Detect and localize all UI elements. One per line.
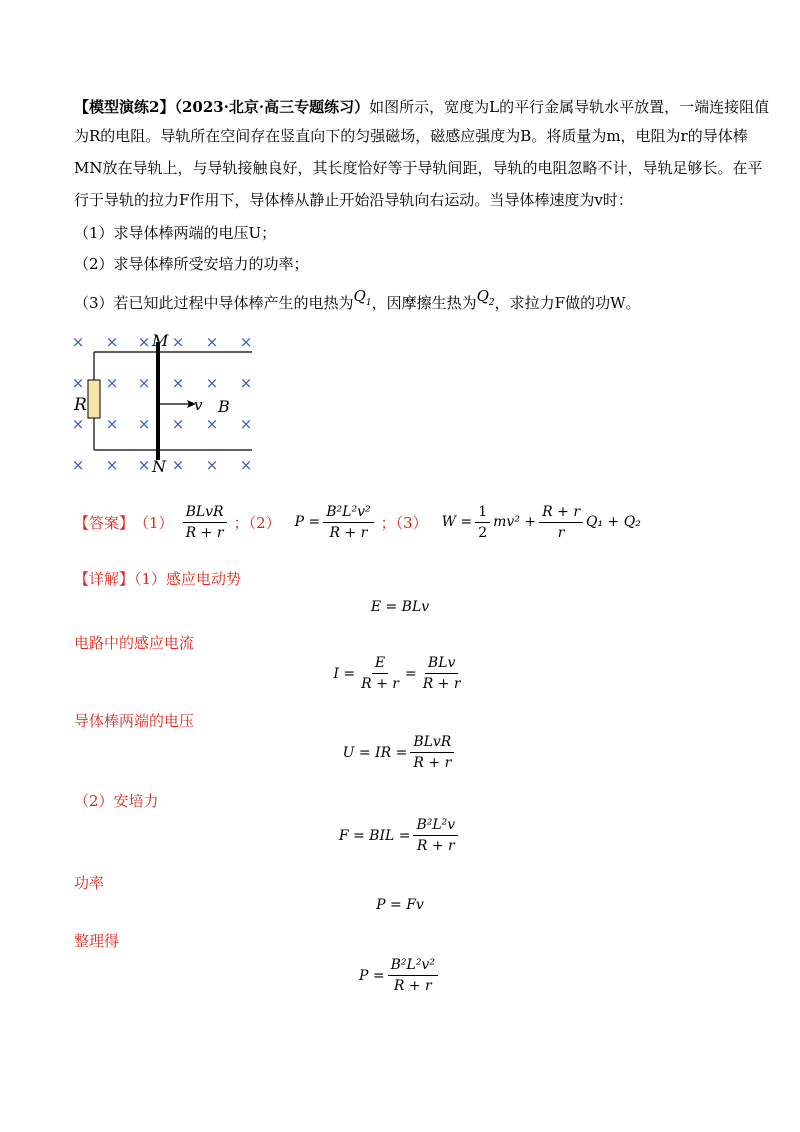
eq-emf: E = BLv	[370, 599, 430, 615]
answer-line	[74, 500, 641, 544]
field-cross: ×	[71, 333, 85, 351]
question-3-text-a: （3）若已知此过程中导体棒产生的电热为	[74, 294, 354, 312]
eq-power: P = Fv	[376, 897, 424, 913]
field-cross: ×	[171, 333, 185, 351]
problem-line-2: 为R的电阻。导轨所在空间存在竖直向下的匀强磁场，磁感应强度为B。将质量为m，电阻为r的导体棒	[74, 127, 748, 145]
circuit-figure	[60, 328, 260, 476]
detail-label: 【详解】	[74, 570, 135, 588]
field-cross: ×	[137, 456, 151, 474]
answer-3-formula: W = $\frac{1}{2}$ mv² + $\frac{R + r}{r}$ Q₁ + Q₂	[441, 503, 641, 541]
answer-2-formula: P = $\frac{\text{B²L²v²}}{R + r}$	[295, 503, 377, 542]
field-cross: ×	[239, 456, 253, 474]
question-3-text-c: ，求拉力F做的功W。	[494, 294, 641, 312]
q1-symbol: $Q_1$	[353, 287, 372, 308]
problem-line-1	[74, 96, 769, 117]
answer-part-2-label: ；（2）	[233, 513, 281, 532]
problem-heading: 【模型演练2】	[74, 98, 175, 116]
field-cross: ×	[71, 456, 85, 474]
problem-line-4: 行于导轨的拉力F作用下，导体棒从静止开始沿导轨向右运动。当导体棒速度为v时：	[74, 191, 633, 209]
eq-current: I = $\frac{E}{R + r}$ = $\frac{\text{BLv}}{R + r}$	[333, 655, 461, 692]
question-2: （2）求导体棒所受安培力的功率；	[74, 255, 309, 273]
answer-label: 【答案】	[74, 513, 135, 532]
field-cross: ×	[137, 333, 151, 351]
answer-1-formula: $\frac{\text{BLvR}}{R + r}$	[180, 503, 230, 542]
problem-source: （2023·北京·高三专题练习）	[174, 98, 370, 116]
resistor-label: R	[74, 395, 87, 415]
q2-symbol: $Q_2$	[476, 287, 495, 308]
detail-step-1: （1）感应电动势	[134, 570, 242, 588]
detail-step-5: 功率	[74, 874, 105, 892]
field-cross: ×	[239, 374, 253, 392]
field-cross: ×	[205, 415, 219, 433]
eq-power-final: P = $\frac{\text{B²L²v²}}{R + r}$	[0, 956, 800, 995]
eq-voltage: U = IR = $\frac{\text{BLvR}}{R + r}$	[0, 733, 800, 772]
rod-label-n: N	[152, 457, 166, 476]
field-cross: ×	[171, 415, 185, 433]
field-cross: ×	[105, 456, 119, 474]
problem-line-3: MN放在导轨上，与导轨接触良好，其长度恰好等于导轨间距，导轨的电阻忽略不计，导轨足够长。在平	[74, 159, 763, 177]
field-cross: ×	[239, 415, 253, 433]
detail-step-3: 导体棒两端的电压	[74, 712, 195, 730]
field-cross: ×	[205, 333, 219, 351]
problem-text-1: 如图所示，宽度为L的平行金属导轨水平放置，一端连接阻值	[369, 98, 770, 116]
field-cross: ×	[137, 415, 151, 433]
field-cross: ×	[205, 456, 219, 474]
rod-label-m: M	[152, 331, 169, 350]
detail-step-2: 电路中的感应电流	[74, 634, 195, 652]
field-cross: ×	[105, 415, 119, 433]
question-3	[74, 287, 641, 315]
eq-ampere-force: F = BIL = $\frac{\text{B²L²v}}{R + r}$	[0, 816, 800, 855]
resistor	[88, 380, 100, 418]
question-3-text-b: ，因摩擦生热为	[371, 294, 477, 312]
velocity-label: v	[194, 396, 203, 414]
field-cross: ×	[137, 374, 151, 392]
answer-part-1-label: （1）	[134, 513, 174, 532]
field-cross: ×	[205, 374, 219, 392]
detail-step-4: （2）安培力	[74, 792, 159, 810]
field-cross: ×	[239, 333, 253, 351]
detail-heading-line	[74, 568, 241, 589]
field-cross: ×	[105, 333, 119, 351]
field-cross: ×	[71, 415, 85, 433]
answer-part-3-label: ；（3）	[380, 513, 428, 532]
question-1: （1）求导体棒两端的电压U；	[74, 224, 277, 242]
field-cross: ×	[171, 374, 185, 392]
field-cross: ×	[105, 374, 119, 392]
field-cross: ×	[171, 456, 185, 474]
field-label: B	[218, 397, 230, 416]
field-cross: ×	[71, 374, 85, 392]
detail-step-6: 整理得	[74, 932, 120, 950]
